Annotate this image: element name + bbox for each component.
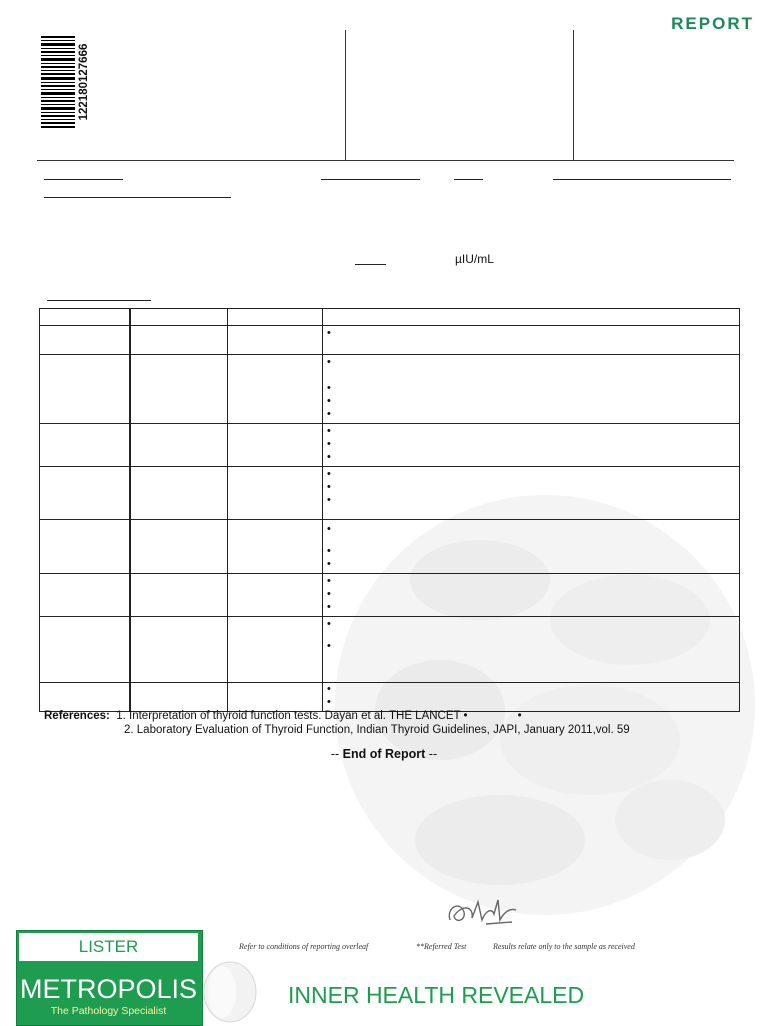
table-row	[40, 520, 740, 574]
table-row	[40, 355, 740, 424]
bullet	[323, 642, 739, 655]
bullet	[323, 440, 739, 453]
bullet	[323, 410, 739, 423]
bullet	[323, 685, 739, 698]
signature-image	[438, 890, 528, 935]
bullet	[323, 329, 739, 342]
result-unit: µIU/mL	[455, 252, 494, 266]
bullet	[323, 577, 739, 590]
references	[44, 709, 630, 737]
logo-tagline-text: The Pathology Specialist	[50, 1005, 167, 1017]
references-label: References:	[44, 710, 110, 722]
field-underline	[44, 197, 231, 198]
reference-2: 2. Laboratory Evaluation of Thyroid Function, Indian Thyroid Guidelines, JAPI, January 2011,vol. 59	[124, 724, 630, 736]
bullet	[323, 427, 739, 440]
report-title: REPORT	[671, 14, 754, 33]
bullet	[323, 560, 739, 573]
table-row	[40, 467, 740, 520]
end-of-report: -- End of Report --	[330, 747, 438, 761]
bullet	[323, 470, 739, 483]
bullet	[323, 590, 739, 603]
bullet	[323, 397, 739, 410]
table-row	[40, 683, 740, 712]
footer-note-results: Results relate only to the sample as received	[493, 942, 635, 951]
result-underline	[355, 264, 386, 265]
bullet	[323, 483, 739, 496]
field-underline	[321, 179, 420, 180]
table-row	[40, 326, 740, 355]
logo-lister-text: LISTER	[19, 933, 198, 961]
table-row	[40, 574, 740, 617]
table-header-row	[40, 309, 740, 326]
header-rule	[37, 160, 734, 161]
interpretation-table	[39, 308, 740, 712]
bullet	[323, 358, 739, 371]
section-underline	[47, 300, 151, 301]
logo-metropolis-text: METROPOLIS	[19, 974, 198, 1004]
footer-note-referred: **Referred Test	[416, 942, 467, 951]
barcode-number: 122180127666	[78, 43, 90, 121]
reference-1: 1. Interpretation of thyroid function tests. Dayan et al. THE LANCET •	[116, 710, 468, 722]
bullet	[323, 453, 739, 466]
field-underline	[553, 179, 731, 180]
field-underline	[44, 179, 123, 180]
bullet	[323, 525, 739, 538]
brand-tagline: INNER HEALTH REVEALED	[288, 982, 585, 1008]
reference-1-tail: •	[517, 710, 522, 722]
barcode-icon	[41, 36, 75, 128]
bullet	[323, 384, 739, 397]
bullet	[323, 620, 739, 633]
header-divider-2	[573, 30, 574, 160]
footer-note-conditions: Refer to conditions of reporting overleaf	[239, 942, 369, 951]
swoosh-decoration-icon	[200, 956, 260, 1024]
field-underline	[454, 179, 483, 180]
header-divider-1	[345, 30, 346, 160]
table-row	[40, 617, 740, 683]
table-row	[40, 424, 740, 467]
bullet	[323, 547, 739, 560]
bullet	[323, 496, 739, 509]
bullet	[323, 603, 739, 616]
